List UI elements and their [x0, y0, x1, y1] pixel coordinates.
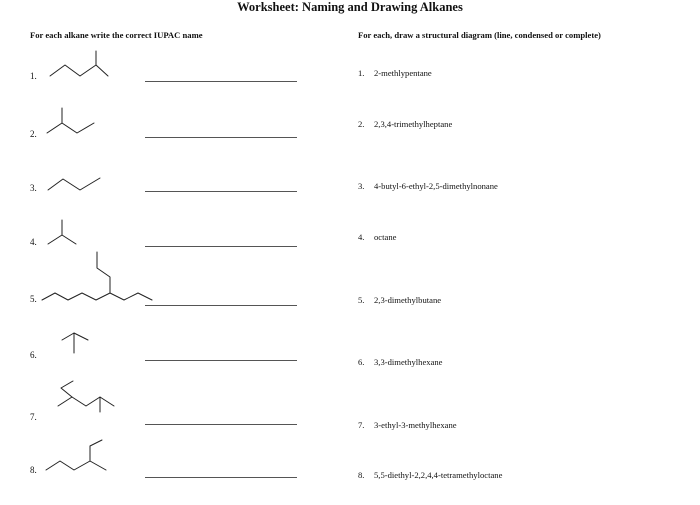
right-item-8: [358, 470, 502, 480]
right-item-number: 6.: [358, 357, 365, 367]
right-item-name: 4-butyl-6-ethyl-2,5-dimethylnonane: [374, 181, 498, 191]
right-column-header: For each, draw a structural diagram (line, condensed or complete): [358, 30, 601, 40]
right-item-name: 3,3-dimethylhexane: [374, 357, 443, 367]
right-item-name: 3-ethyl-3-methylhexane: [374, 420, 457, 430]
right-item-number: 7.: [358, 420, 365, 430]
left-item-number-4: 4.: [30, 237, 37, 247]
left-item-number-3: 3.: [30, 183, 37, 193]
left-item-number-2: 2.: [30, 129, 37, 139]
right-item-name: 2-methlypentane: [374, 68, 432, 78]
right-item-number: 8.: [358, 470, 365, 480]
left-item-number-7: 7.: [30, 412, 37, 422]
skeletal-formula-6: [62, 333, 88, 353]
right-item-4: [358, 232, 396, 242]
right-item-number: 2.: [358, 119, 365, 129]
skeletal-formula-1: [50, 51, 108, 76]
left-item-number-6: 6.: [30, 350, 37, 360]
right-item-name: octane: [374, 232, 397, 242]
left-column-header: For each alkane write the correct IUPAC name: [30, 30, 203, 40]
right-item-name: 2,3-dimethylbutane: [374, 295, 442, 305]
skeletal-formula-3: [48, 178, 100, 190]
left-item-number-1: 1.: [30, 71, 37, 81]
skeletal-formula-8: [46, 440, 106, 470]
worksheet-title: Worksheet: Naming and Drawing Alkanes: [237, 0, 463, 14]
skeletal-formula-2: [47, 108, 94, 133]
skeletal-formula-5: [42, 252, 152, 300]
right-item-name: 2,3,4-trimethylheptane: [374, 119, 453, 129]
right-item-number: 5.: [358, 295, 365, 305]
right-item-7: [358, 420, 457, 430]
right-item-3: [358, 181, 498, 191]
skeletal-formula-4: [48, 220, 76, 244]
left-item-number-8: 8.: [30, 465, 37, 475]
right-item-6: [358, 357, 443, 367]
skeletal-formula-7: [58, 381, 114, 412]
left-item-number-5: 5.: [30, 294, 37, 304]
right-item-number: 3.: [358, 181, 365, 191]
right-item-2: [358, 119, 452, 129]
right-item-number: 1.: [358, 68, 365, 78]
right-item-5: [358, 295, 441, 305]
right-item-name: 5,5-diethyl-2,2,4,4-tetramethyloctane: [374, 470, 503, 480]
right-item-1: [358, 68, 432, 78]
right-item-number: 4.: [358, 232, 365, 242]
